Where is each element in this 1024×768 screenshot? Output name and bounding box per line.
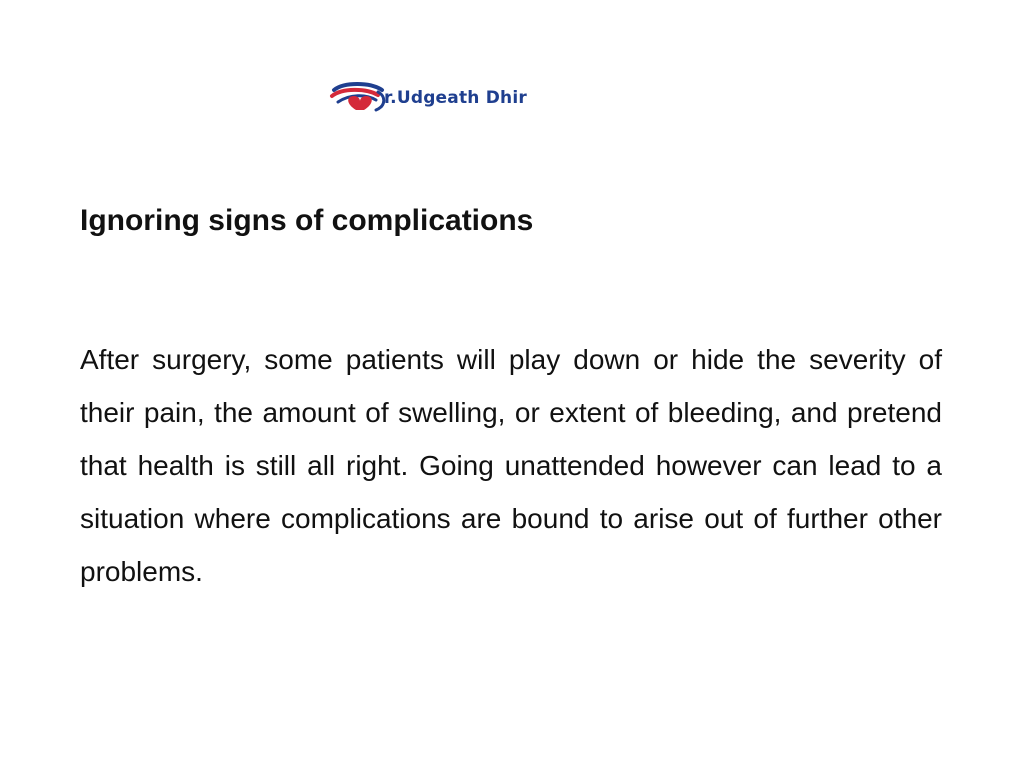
slide-heading: Ignoring signs of complications: [80, 204, 534, 237]
slide-paragraph: After surgery, some patients will play down or hide the severity of their pain, the amount of swelling, or extent of bleeding, and pretend that health is still all right. Going unattended however can lead to a situation where complications are bound to arise out of further other problems.: [80, 344, 942, 587]
logo: [328, 80, 628, 114]
logo-d-heart-icon: [328, 80, 390, 114]
logo-text: r.Udgeath Dhir: [384, 88, 527, 108]
